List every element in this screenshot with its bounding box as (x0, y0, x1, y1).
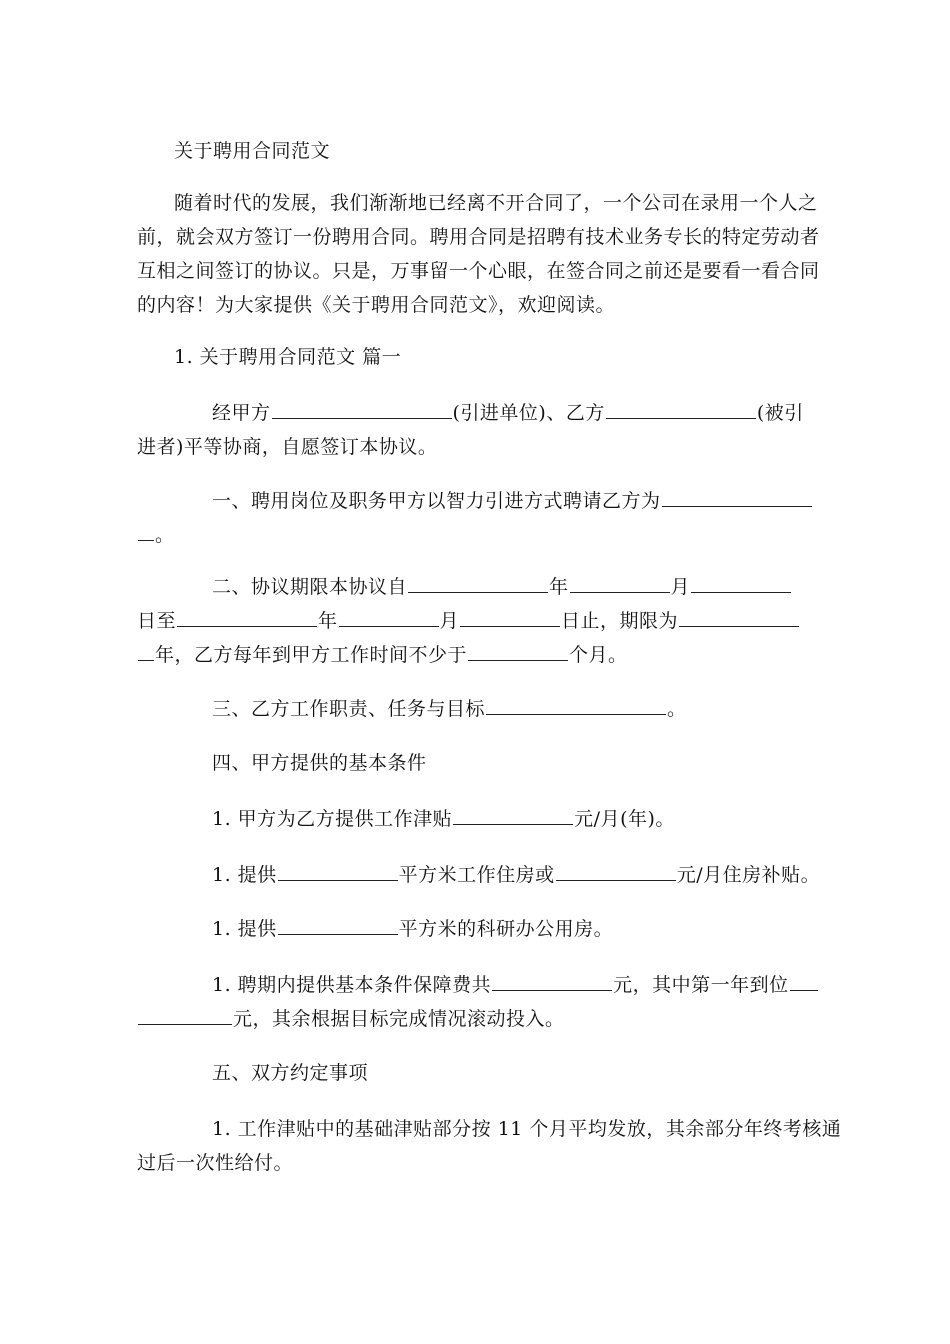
fill-blank (138, 642, 154, 661)
fill-blank (272, 400, 452, 419)
clause-agreement-heading: 五、双方约定事项 (212, 1062, 369, 1084)
fill-blank (278, 916, 398, 935)
clause-agreement-item-line-1: 1. 工作津贴中的基础津贴部分按 11 个月平均发放，其余部分年终考核通 (212, 1118, 842, 1140)
text-fragment: 一、聘用岗位及职务甲方以智力引进方式聘请乙方为 (212, 490, 661, 512)
text-fragment: 元，其余根据目标完成情况滚动投入。 (233, 1008, 565, 1030)
text-fragment: 年 (549, 576, 569, 598)
fill-blank (679, 608, 799, 627)
clause-parties-line-1 (212, 400, 804, 426)
clause-allowance (212, 806, 675, 832)
fill-blank (606, 400, 756, 419)
text-fragment: 日止，期限为 (561, 610, 679, 632)
clause-position-line-1 (212, 488, 813, 514)
clause-parties-line-2: 进者)平等协商，自愿签订本协议。 (137, 436, 438, 458)
fill-blank (177, 608, 317, 627)
text-fragment: 元，其中第一年到位 (613, 974, 789, 996)
fill-blank (339, 608, 439, 627)
text-fragment: 。 (667, 698, 687, 720)
clause-housing (212, 862, 820, 888)
text-fragment: 三、乙方工作职责、任务与目标 (212, 698, 486, 720)
clause-term-line-3 (137, 642, 628, 668)
fill-blank (556, 862, 676, 881)
text-fragment: 平方米工作住房或 (398, 864, 555, 886)
text-fragment: 二、协议期限本协议自 (212, 576, 408, 598)
intro-line-2: 前，就会双方签订一份聘用合同。聘用合同是招聘有技术业务专长的特定劳动者 (137, 226, 820, 248)
text-fragment: 年，乙方每年到甲方工作时间不少于 (155, 644, 468, 666)
text-fragment: 元/月住房补贴。 (676, 864, 821, 886)
fill-blank (138, 522, 154, 541)
fill-blank (468, 642, 568, 661)
text-fragment: 年 (318, 610, 338, 632)
text-fragment: 月 (439, 610, 460, 632)
fill-blank (691, 574, 791, 593)
section-heading: 1. 关于聘用合同范文 篇一 (174, 346, 402, 368)
text-fragment: 。 (155, 524, 175, 546)
text-fragment: 1. 提供 (212, 864, 277, 886)
fill-blank (570, 574, 670, 593)
clause-duties (212, 696, 687, 722)
clause-term-line-2 (137, 608, 800, 634)
text-fragment: (被引 (756, 402, 804, 424)
clause-office (212, 916, 613, 942)
text-fragment: 元/月(年)。 (574, 808, 675, 830)
fill-blank (408, 574, 548, 593)
clause-conditions-heading: 四、甲方提供的基本条件 (212, 752, 427, 774)
text-fragment: 个月。 (569, 644, 628, 666)
text-fragment: (引进单位)、乙方 (452, 402, 605, 424)
text-fragment: 1. 聘期内提供基本条件保障费共 (212, 974, 492, 996)
clause-position-line-2 (137, 522, 175, 548)
text-fragment: 平方米的科研办公用房。 (398, 918, 614, 940)
document-title: 关于聘用合同范文 (174, 140, 331, 162)
fill-blank (453, 806, 573, 825)
intro-line-4: 的内容！为大家提供《关于聘用合同范文》，欢迎阅读。 (137, 294, 616, 316)
text-fragment: 1. 提供 (212, 918, 277, 940)
fill-blank (278, 862, 398, 881)
intro-line-1: 随着时代的发展，我们渐渐地已经离不开合同了，一个公司在录用一个人之 (174, 192, 818, 214)
fill-blank (138, 1006, 232, 1025)
fill-blank (492, 972, 612, 991)
fill-blank (486, 696, 666, 715)
text-fragment: 1. 甲方为乙方提供工作津贴 (212, 808, 453, 830)
text-fragment: 月 (670, 576, 691, 598)
fill-blank (662, 488, 812, 507)
fill-blank (790, 972, 818, 991)
clause-term-line-1 (212, 574, 792, 600)
fill-blank (460, 608, 560, 627)
intro-line-3: 互相之间签订的协议。只是，万事留一个心眼，在签合同之前还是要看一看合同 (137, 260, 820, 282)
clause-funding-line-2 (137, 1006, 565, 1032)
text-fragment: 经甲方 (212, 402, 271, 424)
clause-funding-line-1 (212, 972, 819, 998)
clause-agreement-item-line-2: 过后一次性给付。 (137, 1152, 294, 1174)
text-fragment: 日至 (137, 610, 177, 632)
